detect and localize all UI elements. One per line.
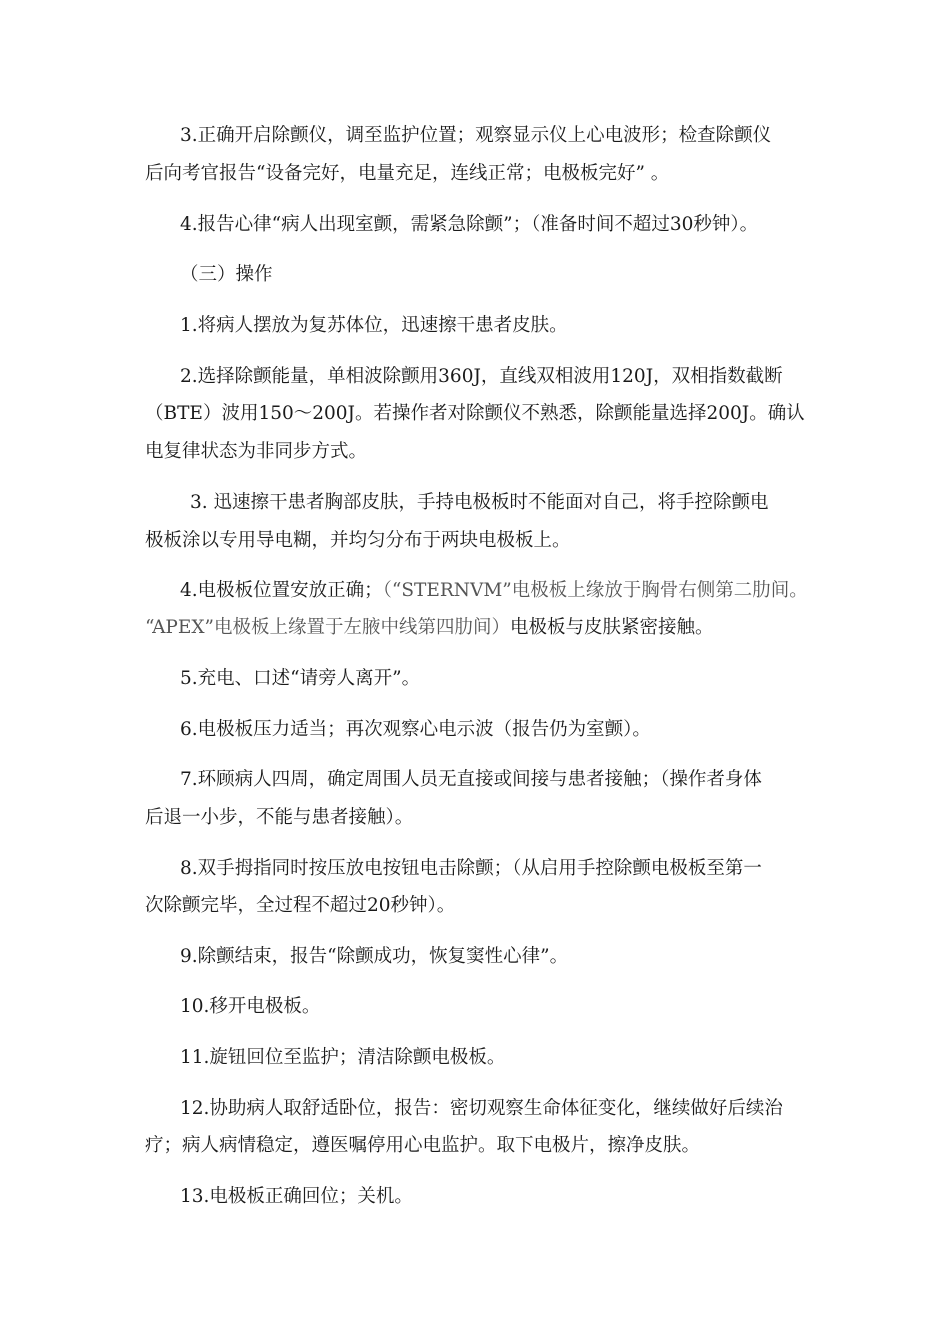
paragraph-line: 6.电极板压力适当；再次观察心电示波（报告仍为室颤）。 xyxy=(180,719,651,740)
paragraph-line: 11.旋钮回位至监护；清洁除颤电极板。 xyxy=(180,1047,506,1068)
paragraph-line: （BTE）波用150～200J。若操作者对除颤仪不熟悉，除颤能量选择200J。确认 xyxy=(145,403,805,424)
paragraph-line: 次除颤完毕，全过程不超过20秒钟）。 xyxy=(145,895,456,916)
paragraph-line: 3. 迅速擦干患者胸部皮肤，手持电极板时不能面对自己，将手控除颤电 xyxy=(190,492,769,513)
paragraph-line xyxy=(145,615,714,641)
section-heading: （三）操作 xyxy=(180,264,273,285)
paragraph-line: 电复律状态为非同步方式。 xyxy=(145,441,368,462)
paragraph-text-gray: “APEX”电极板上缘置于左腋中线第四肋间） xyxy=(145,617,511,638)
paragraph-line: 后向考官报告“设备完好，电量充足，连线正常；电极板完好” 。 xyxy=(145,163,670,184)
paragraph-line: 7.环顾病人四周，确定周围人员无直接或间接与患者接触；（操作者身体 xyxy=(180,769,762,790)
paragraph-line: 3.正确开启除颤仪，调至监护位置；观察显示仪上心电波形；检查除颤仪 xyxy=(180,125,772,146)
paragraph-line xyxy=(180,578,808,604)
paragraph-text-gray: （“STERNVM”电极板上缘放于胸骨右侧第二肋间。 xyxy=(382,580,808,601)
paragraph-line: 9.除颤结束，报告“除颤成功，恢复窦性心律”。 xyxy=(180,946,569,967)
paragraph-line: 极板涂以专用导电糊，并均匀分布于两块电极板上。 xyxy=(145,530,571,551)
paragraph-text: 电极板与皮肤紧密接触。 xyxy=(510,617,714,638)
paragraph-line: 2.选择除颤能量，单相波除颤用360J，直线双相波用120J，双相指数截断 xyxy=(180,366,783,387)
paragraph-line: 12.协助病人取舒适卧位，报告：密切观察生命体征变化，继续做好后续治 xyxy=(180,1098,783,1119)
paragraph-line: 13.电极板正确回位；关机。 xyxy=(180,1186,413,1207)
paragraph-line: 后退一小步，不能与患者接触）。 xyxy=(145,807,414,828)
paragraph-line: 10.移开电极板。 xyxy=(180,996,321,1017)
paragraph-line: 1.将病人摆放为复苏体位，迅速擦干患者皮肤。 xyxy=(180,315,568,336)
paragraph-line: 疗；病人病情稳定，遵医嘱停用心电监护。取下电极片，擦净皮肤。 xyxy=(145,1135,701,1156)
paragraph-line: 8.双手拇指同时按压放电按钮电击除颤；（从启用手控除颤电极板至第一 xyxy=(180,858,762,879)
paragraph-line: 4.报告心律“病人出现室颤，需紧急除颤”；（准备时间不超过30秒钟）。 xyxy=(180,214,759,235)
paragraph-line: 5.充电、口述“请旁人离开”。 xyxy=(180,668,421,689)
paragraph-text: 4.电极板位置安放正确； xyxy=(180,580,383,601)
